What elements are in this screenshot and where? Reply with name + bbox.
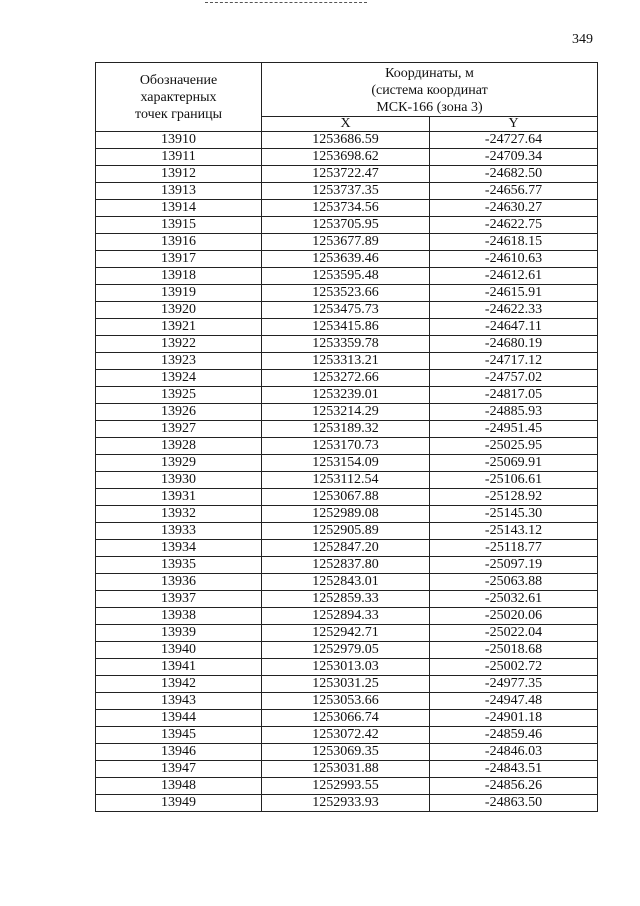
cell-point: 13940 (96, 642, 262, 659)
cell-y: -24727.64 (430, 132, 598, 149)
cell-point: 13922 (96, 336, 262, 353)
cell-point: 13919 (96, 285, 262, 302)
cell-y: -25002.72 (430, 659, 598, 676)
table-row (96, 778, 598, 795)
cell-point: 13911 (96, 149, 262, 166)
cell-point: 13930 (96, 472, 262, 489)
column-header-coordinates: Координаты, м (система координат МСК-166 (зона 3) (262, 63, 598, 117)
table-row (96, 285, 598, 302)
cell-x: 1253595.48 (262, 268, 430, 285)
cell-point: 13934 (96, 540, 262, 557)
table-row (96, 574, 598, 591)
table-row (96, 744, 598, 761)
table-row (96, 336, 598, 353)
cell-x: 1253737.35 (262, 183, 430, 200)
cell-x: 1252905.89 (262, 523, 430, 540)
cell-point: 13947 (96, 761, 262, 778)
cell-point: 13927 (96, 421, 262, 438)
cell-y: -24622.33 (430, 302, 598, 319)
cell-y: -24757.02 (430, 370, 598, 387)
table-row (96, 642, 598, 659)
cell-y: -25069.91 (430, 455, 598, 472)
cell-y: -24610.63 (430, 251, 598, 268)
table-row (96, 438, 598, 455)
cell-y: -25118.77 (430, 540, 598, 557)
cell-x: 1253053.66 (262, 693, 430, 710)
table-row (96, 234, 598, 251)
cell-x: 1253359.78 (262, 336, 430, 353)
table-row (96, 727, 598, 744)
cell-x: 1253272.66 (262, 370, 430, 387)
cell-point: 13937 (96, 591, 262, 608)
cell-y: -24709.34 (430, 149, 598, 166)
cell-y: -24817.05 (430, 387, 598, 404)
cell-x: 1253069.35 (262, 744, 430, 761)
cell-y: -25032.61 (430, 591, 598, 608)
cell-point: 13935 (96, 557, 262, 574)
cell-x: 1253154.09 (262, 455, 430, 472)
cell-point: 13915 (96, 217, 262, 234)
cell-x: 1253415.86 (262, 319, 430, 336)
cell-point: 13933 (96, 523, 262, 540)
cell-point: 13944 (96, 710, 262, 727)
cell-x: 1253698.62 (262, 149, 430, 166)
cell-y: -25145.30 (430, 506, 598, 523)
cell-x: 1252837.80 (262, 557, 430, 574)
cell-x: 1253066.74 (262, 710, 430, 727)
cell-x: 1253214.29 (262, 404, 430, 421)
cell-y: -25022.04 (430, 625, 598, 642)
table-row (96, 200, 598, 217)
cell-point: 13914 (96, 200, 262, 217)
table-row (96, 421, 598, 438)
cell-point: 13939 (96, 625, 262, 642)
cell-point: 13942 (96, 676, 262, 693)
cell-x: 1253313.21 (262, 353, 430, 370)
cell-point: 13941 (96, 659, 262, 676)
cell-point: 13921 (96, 319, 262, 336)
cell-x: 1252933.93 (262, 795, 430, 812)
cell-y: -24843.51 (430, 761, 598, 778)
cell-y: -24885.93 (430, 404, 598, 421)
cell-x: 1252979.05 (262, 642, 430, 659)
cell-y: -24951.45 (430, 421, 598, 438)
cell-x: 1253677.89 (262, 234, 430, 251)
cell-point: 13938 (96, 608, 262, 625)
cell-y: -24977.35 (430, 676, 598, 693)
table-row (96, 710, 598, 727)
cell-x: 1253031.88 (262, 761, 430, 778)
column-header-x: X (262, 117, 430, 132)
cell-x: 1253067.88 (262, 489, 430, 506)
cell-y: -25106.61 (430, 472, 598, 489)
cell-y: -25025.95 (430, 438, 598, 455)
cell-point: 13923 (96, 353, 262, 370)
cell-point: 13932 (96, 506, 262, 523)
cell-x: 1253112.54 (262, 472, 430, 489)
cell-x: 1253639.46 (262, 251, 430, 268)
cell-y: -24630.27 (430, 200, 598, 217)
cell-y: -24863.50 (430, 795, 598, 812)
cell-x: 1253072.42 (262, 727, 430, 744)
cell-point: 13910 (96, 132, 262, 149)
cell-y: -24612.61 (430, 268, 598, 285)
table-row (96, 387, 598, 404)
cell-y: -24618.15 (430, 234, 598, 251)
table-row (96, 540, 598, 557)
table-row (96, 166, 598, 183)
table-row (96, 353, 598, 370)
cell-y: -24622.75 (430, 217, 598, 234)
coordinates-table (95, 62, 598, 812)
table-row (96, 370, 598, 387)
cell-point: 13920 (96, 302, 262, 319)
cell-y: -24901.18 (430, 710, 598, 727)
cell-point: 13945 (96, 727, 262, 744)
column-header-y: Y (430, 117, 598, 132)
cell-point: 13948 (96, 778, 262, 795)
cell-point: 13925 (96, 387, 262, 404)
table-row (96, 302, 598, 319)
cell-point: 13917 (96, 251, 262, 268)
cell-x: 1253031.25 (262, 676, 430, 693)
cell-y: -24647.11 (430, 319, 598, 336)
cell-point: 13931 (96, 489, 262, 506)
table-row (96, 693, 598, 710)
top-rule (205, 2, 367, 3)
cell-x: 1253734.56 (262, 200, 430, 217)
table-row (96, 761, 598, 778)
cell-y: -25063.88 (430, 574, 598, 591)
cell-point: 13926 (96, 404, 262, 421)
table-row (96, 217, 598, 234)
column-header-point: Обозначение характерных точек границы (96, 63, 262, 132)
cell-y: -24682.50 (430, 166, 598, 183)
table-row (96, 489, 598, 506)
table-row (96, 659, 598, 676)
cell-y: -24846.03 (430, 744, 598, 761)
cell-x: 1252942.71 (262, 625, 430, 642)
cell-x: 1252859.33 (262, 591, 430, 608)
cell-y: -24947.48 (430, 693, 598, 710)
cell-point: 13912 (96, 166, 262, 183)
table-row (96, 268, 598, 285)
table-row (96, 591, 598, 608)
cell-x: 1253189.32 (262, 421, 430, 438)
cell-y: -24856.26 (430, 778, 598, 795)
cell-x: 1253523.66 (262, 285, 430, 302)
cell-point: 13918 (96, 268, 262, 285)
cell-x: 1253705.95 (262, 217, 430, 234)
cell-point: 13913 (96, 183, 262, 200)
table-row (96, 795, 598, 812)
cell-point: 13929 (96, 455, 262, 472)
cell-y: -24859.46 (430, 727, 598, 744)
table-row (96, 676, 598, 693)
table-row (96, 319, 598, 336)
cell-y: -25143.12 (430, 523, 598, 540)
cell-x: 1253722.47 (262, 166, 430, 183)
table-row (96, 251, 598, 268)
table-row (96, 472, 598, 489)
cell-point: 13936 (96, 574, 262, 591)
cell-y: -25020.06 (430, 608, 598, 625)
cell-x: 1252894.33 (262, 608, 430, 625)
cell-x: 1252843.01 (262, 574, 430, 591)
table-row (96, 149, 598, 166)
cell-point: 13949 (96, 795, 262, 812)
cell-y: -25128.92 (430, 489, 598, 506)
table-row (96, 506, 598, 523)
cell-y: -24680.19 (430, 336, 598, 353)
cell-point: 13943 (96, 693, 262, 710)
cell-x: 1253686.59 (262, 132, 430, 149)
cell-point: 13946 (96, 744, 262, 761)
cell-x: 1253170.73 (262, 438, 430, 455)
table-row (96, 183, 598, 200)
cell-point: 13928 (96, 438, 262, 455)
cell-y: -24656.77 (430, 183, 598, 200)
cell-point: 13924 (96, 370, 262, 387)
cell-x: 1253013.03 (262, 659, 430, 676)
cell-y: -25018.68 (430, 642, 598, 659)
cell-x: 1252847.20 (262, 540, 430, 557)
table-row (96, 132, 598, 149)
cell-y: -24717.12 (430, 353, 598, 370)
table-row (96, 625, 598, 642)
cell-point: 13916 (96, 234, 262, 251)
table-row (96, 404, 598, 421)
table-body (96, 132, 598, 812)
table-row (96, 455, 598, 472)
cell-x: 1252993.55 (262, 778, 430, 795)
page-number: 349 (572, 32, 593, 47)
cell-x: 1252989.08 (262, 506, 430, 523)
table-row (96, 523, 598, 540)
cell-y: -25097.19 (430, 557, 598, 574)
cell-x: 1253239.01 (262, 387, 430, 404)
table-row (96, 557, 598, 574)
cell-y: -24615.91 (430, 285, 598, 302)
cell-x: 1253475.73 (262, 302, 430, 319)
table-row (96, 608, 598, 625)
